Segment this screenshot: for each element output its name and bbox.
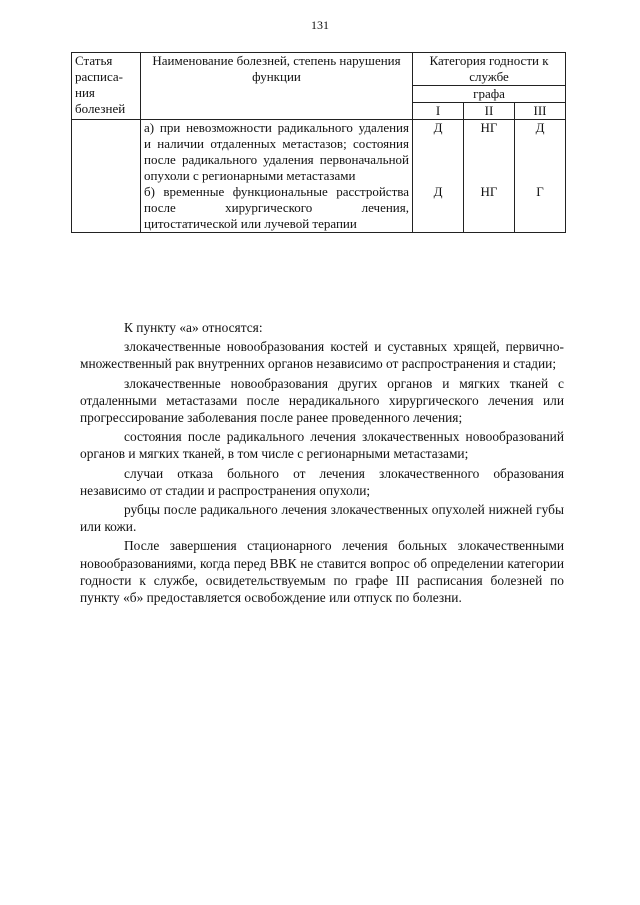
disease-table [71,52,566,233]
header-column-1: I [413,103,464,120]
row-a-text: а) при невозможности радикального удаления и наличии отдаленных метастазов; состояния после радикального удаления первоначальной опухоли с регионарными метастазами [141,120,413,185]
paragraph: случаи отказа больного от лечения злокачественного образования независимо от стадии и распространения опухоли; [80,465,564,498]
header-category: Категория годности к службе [413,53,566,86]
paragraph: состояния после радикального лечения злокачественных новообразований органов и мягких тканей, в том числе с регионарными метастазами; [80,429,564,462]
row-a-col-1: Д [413,120,464,185]
row-b-col-1: Д [413,184,464,233]
page-number: 131 [311,18,329,32]
row-b-text: б) временные функциональные расстройства после хирургического лечения, цитостатической или лучевой терапии [141,184,413,233]
header-column-3: III [515,103,566,120]
table-row [72,120,566,185]
body-text [80,319,564,606]
header-disease-name: Наименование болезней, степень нарушения функции [141,53,413,120]
header-article: Статья расписа-ния болезней [72,53,141,120]
paragraph: рубцы после радикального лечения злокачественных опухолей нижней губы или кожи. [80,502,564,535]
header-column-2: II [464,103,515,120]
row-b-col-2: НГ [464,184,515,233]
row-b-col-3: Г [515,184,566,233]
article-cell [72,120,141,233]
row-a-col-2: НГ [464,120,515,185]
table-row [72,184,566,233]
paragraph: злокачественные новообразования костей и суставных хрящей, первично-множественный рак внутренних органов независимо от распространения и стадии; [80,339,564,372]
header-graf: графа [413,86,566,103]
paragraph: злокачественные новообразования других органов и мягких тканей с отдаленными метастазами после нерадикального хирургического лечения или прогрессирование заболевания после ранее проведенного лечения; [80,375,564,426]
paragraph: После завершения стационарного лечения больных злокачественными новообразованиями, когда перед ВВК не ставится вопрос об определении категории годности к службе, освидетельствуемым по графе III расписания болезней по пункту «б» предоставляется освобождение или отпуск по болезни. [80,538,564,606]
intro-paragraph: К пункту «а» относятся: [124,320,263,335]
row-a-col-3: Д [515,120,566,185]
